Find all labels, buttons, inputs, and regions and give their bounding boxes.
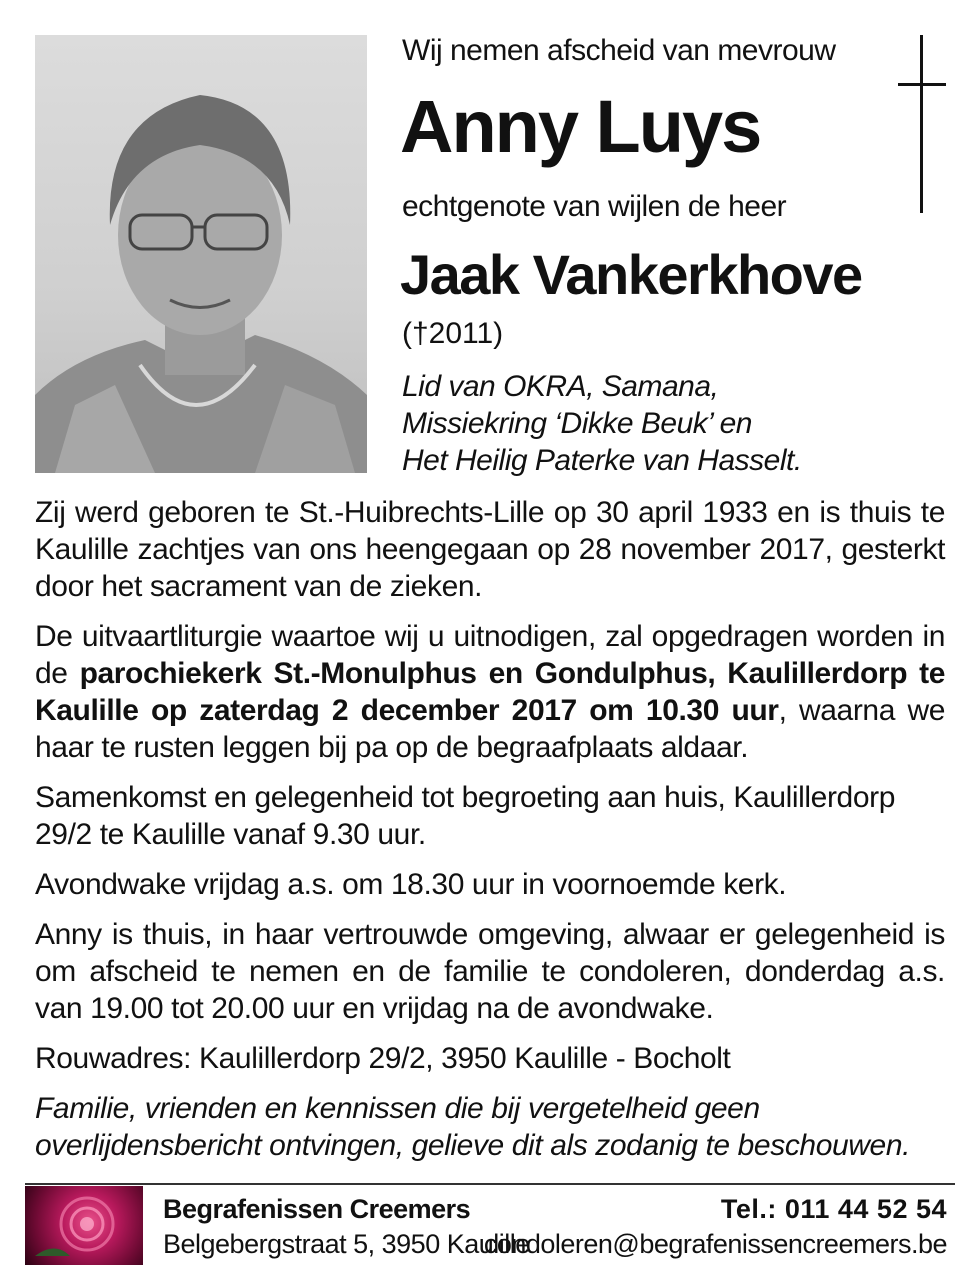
portrait-photo — [35, 35, 367, 473]
funeral-home-name: Begrafenissen Creemers — [163, 1194, 471, 1224]
funeral-paragraph — [35, 618, 945, 766]
birth-death-paragraph: Zij werd geboren te St.-Huibrechts-Lille op 30 april 1933 en is thuis te Kaulille zachtjes van ons heengegaan op 28 november 2017, gesterkt door het sacrament van de zieken. — [35, 496, 945, 603]
funeral-home-address: Belgebergstraat 5, 3950 Kaulille — [163, 1229, 530, 1259]
intro-text: Wij nemen afscheid van mevrouw — [402, 34, 836, 67]
portrait-illustration — [35, 35, 367, 473]
spouse-intro-text: echtgenote van wijlen de heer — [402, 190, 787, 223]
funeral-text-pre: De uitvaartliturgie waartoe wij u uitnodigen, zal opgedragen worden in de — [35, 620, 945, 690]
footer-divider — [25, 1183, 955, 1185]
spouse-name: Jaak Vankerkhove — [400, 243, 862, 306]
mourning-address: Rouwadres: Kaulillerdorp 29/2, 3950 Kaulille - Bocholt — [35, 1042, 731, 1075]
funeral-home-phone: Tel.: 011 44 52 54 — [720, 1194, 947, 1224]
closing-note: Familie, vrienden en kennissen die bij vergetelheid geen overlijdensbericht ontvingen, gelieve dit als zodanig te beschouwen. — [35, 1092, 911, 1162]
visitation-paragraph: Anny is thuis, in haar vertrouwde omgeving, alwaar er gelegenheid is om afscheid te nemen en de familie te condoleren, donderdag a.s. van 19.00 tot 20.00 uur en vrijdag na de avondwake. — [35, 918, 945, 1025]
memberships — [402, 368, 802, 479]
gathering-paragraph: Samenkomst en gelegenheid tot begroeting aan huis, Kaulillerdorp 29/2 te Kaulille vanaf 9.30 uur. — [35, 781, 895, 851]
membership-line: Het Heilig Paterke van Hasselt. — [402, 444, 802, 477]
obituary-body — [35, 494, 945, 1177]
funeral-home-email: condoleren@begrafenissencreemers.be — [483, 1229, 947, 1259]
cross-icon — [898, 35, 946, 213]
funeral-location-time: parochiekerk St.-Monulphus en Gondulphus, Kaulillerdorp te Kaulille op zaterdag 2 december 2017 om 10.30 uur — [35, 657, 945, 727]
rose-image — [25, 1186, 143, 1265]
membership-line: Missiekring ‘Dikke Beuk’ en — [402, 407, 752, 440]
membership-line: Lid van OKRA, Samana, — [402, 370, 719, 403]
deceased-name: Anny Luys — [400, 85, 761, 168]
spouse-death-year: (†2011) — [402, 317, 504, 350]
wake-paragraph: Avondwake vrijdag a.s. om 18.30 uur in voornoemde kerk. — [35, 868, 787, 901]
funeral-text-post: , waarna we haar te rusten leggen bij pa op de begraafplaats aldaar. — [35, 694, 945, 764]
